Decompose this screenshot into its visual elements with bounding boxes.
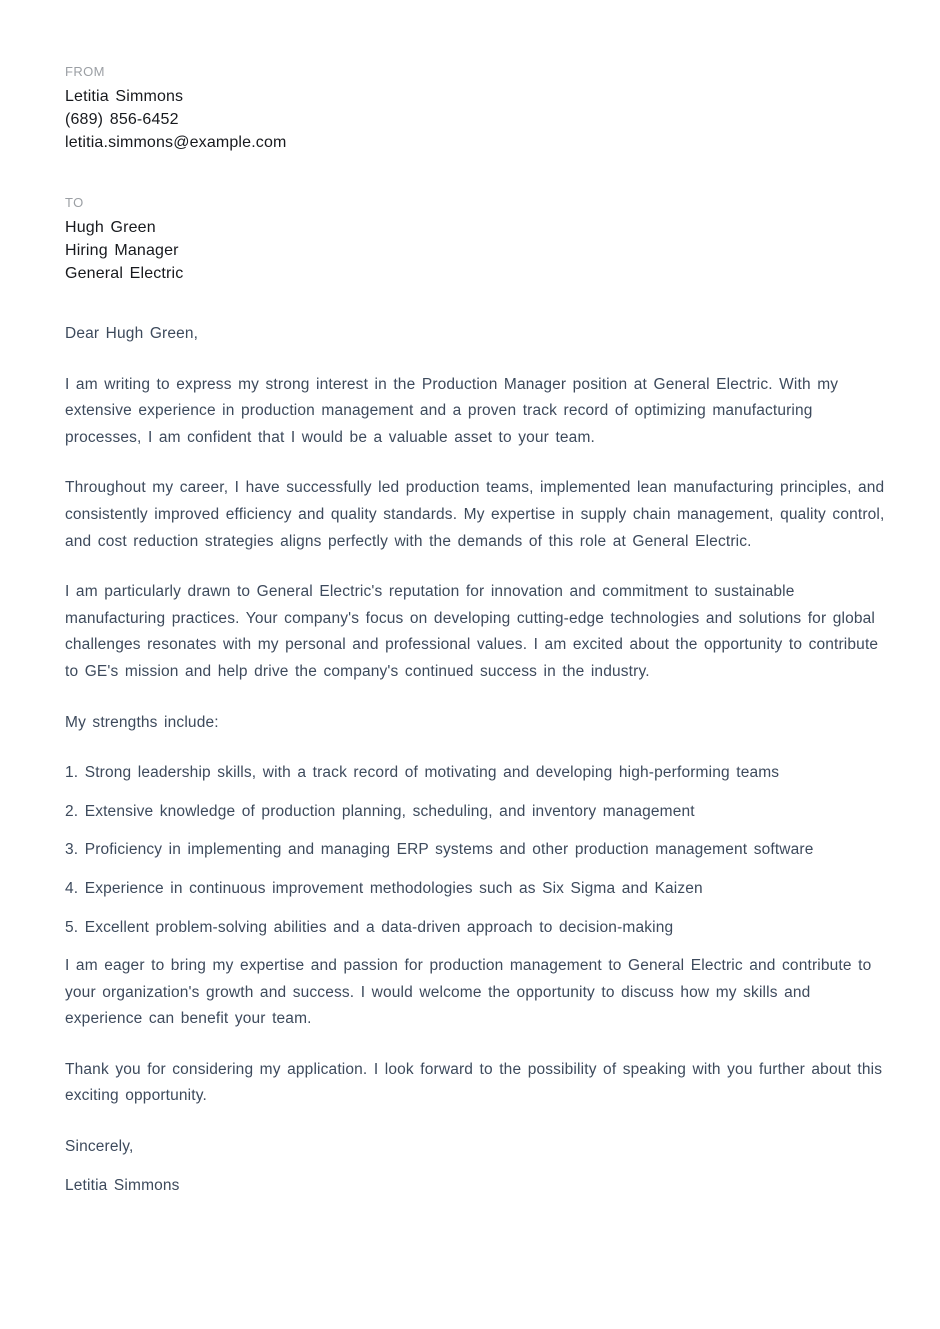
from-section: [65, 64, 892, 154]
closing-paragraph-2: Thank you for considering my application. I look forward to the possibility of speaking with you further about this exciting opportunity.: [65, 1060, 883, 1105]
strength-item-2: 2. Extensive knowledge of production planning, scheduling, and inventory management: [65, 802, 695, 820]
body-paragraph-3: I am particularly drawn to General Electric's reputation for innovation and commitment to sustainable manufacturing practices. Your company's focus on developing cutting-edge technologies and solutions for global challenges resonates with my personal and professional values. I am excited about the opportunity to contribute to GE's mission and help drive the company's continued success in the industry.: [65, 583, 879, 680]
strengths-list: [65, 760, 892, 941]
strengths-heading: My strengths include:: [65, 713, 219, 731]
sender-phone: (689) 856-6452: [65, 111, 179, 128]
sender-email: letitia.simmons@example.com: [65, 134, 287, 151]
signoff: Sincerely,: [65, 1138, 134, 1156]
from-label: FROM: [65, 64, 105, 79]
strength-item-5: 5. Excellent problem-solving abilities and a data-driven approach to decision-making: [65, 918, 674, 936]
closing-paragraph-1: I am eager to bring my expertise and passion for production management to General Electric and contribute to your organization's growth and success. I would welcome the opportunity to discuss how my skills and experience can benefit your team.: [65, 957, 872, 1028]
strength-item-3: 3. Proficiency in implementing and managing ERP systems and other production management software: [65, 841, 814, 859]
to-section: [65, 195, 892, 285]
recipient-name: Hugh Green: [65, 219, 156, 236]
salutation: Dear Hugh Green,: [65, 325, 199, 342]
strength-item-1: 1. Strong leadership skills, with a track record of motivating and developing high-performing teams: [65, 764, 780, 782]
to-label: TO: [65, 195, 84, 210]
sender-name: Letitia Simmons: [65, 88, 184, 105]
letter-body: [65, 321, 892, 1199]
recipient-company: General Electric: [65, 265, 184, 282]
body-paragraph-1: I am writing to express my strong interest in the Production Manager position at General Electric. With my extensive experience in production management and a proven track record of optimizing manufacturing processes, I am confident that I would be a valuable asset to your team.: [65, 375, 839, 446]
strength-item-4: 4. Experience in continuous improvement methodologies such as Six Sigma and Kaizen: [65, 879, 703, 897]
body-paragraph-2: Throughout my career, I have successfully led production teams, implemented lean manufacturing principles, and consistently improved efficiency and quality standards. My expertise in supply chain management, quality control, and cost reduction strategies aligns perfectly with the demands of this role at General Electric.: [65, 479, 885, 550]
recipient-role: Hiring Manager: [65, 242, 179, 259]
signature-name: Letitia Simmons: [65, 1176, 180, 1194]
